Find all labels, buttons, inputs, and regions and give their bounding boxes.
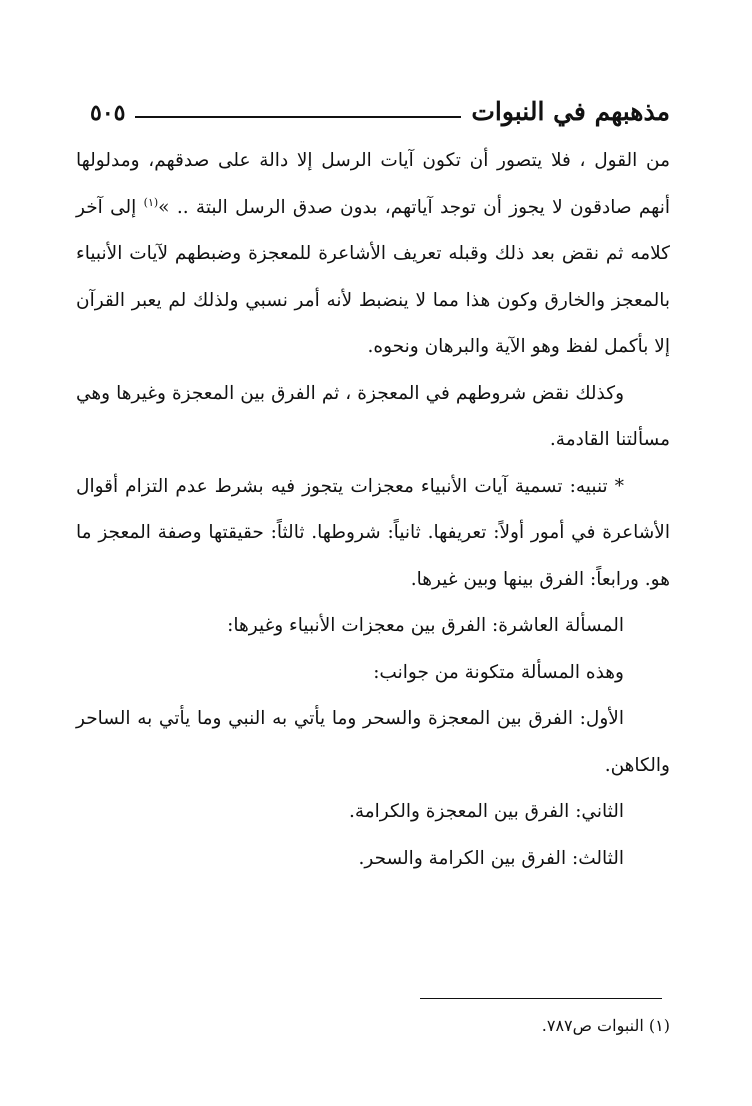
body-text [76, 138, 670, 882]
paragraph-1-continuation: إلى آخر كلامه ثم نقض بعد ذلك وقبله تعريف الأشاعرة للمعجزة وضبطهم لآيات الأنبياء بالمعجز والخارق وكون هذا مما لا ينضبط لأنه أمر نسبي ولذلك لم يعبر القرآن إلا بأكمل لفظ وهو الآية والبرهان ونحوه. [76, 196, 670, 357]
header-title: مذهبهم في النبوات [471, 97, 670, 126]
paragraph-2: وكذلك نقض شروطهم في المعجزة ، ثم الفرق بين المعجزة وغيرها وهي مسألتنا القادمة. [76, 382, 670, 450]
header-rule [135, 116, 461, 118]
note-paragraph: * تنبيه: تسمية آيات الأنبياء معجزات يتجوز فيه بشرط عدم التزام أقوال الأشاعرة في أمور أولاً: تعريفها. ثانياً: شروطها. ثالثاً: حقيقتها وصفة المعجز ما هو. ورابعاً: الفرق بينها وبين غيرها. [76, 475, 670, 590]
running-header [90, 84, 670, 124]
footnote-marker: (١) [648, 1016, 670, 1035]
footnote [542, 1016, 670, 1035]
footnote-separator [420, 998, 662, 999]
section-intro: وهذه المسألة متكونة من جوانب: [373, 661, 624, 683]
page-number: ٥٠٥ [90, 100, 126, 126]
paragraph-1-text: من القول ، فلا يتصور أن تكون آيات الرسل إلا دالة على صدقهم، ومدلولها أنهم صادقون لا يجوز أن توجد آياتهم، بدون صدق الرسل البتة .. » [76, 150, 670, 218]
list-item-first: الأول: الفرق بين المعجزة والسحر وما يأتي به النبي وما يأتي به الساحر والكاهن. [76, 708, 670, 776]
footnote-text: النبوات ص٧٨٧. [541, 1016, 644, 1035]
list-item-third: الثالث: الفرق بين الكرامة والسحر. [358, 847, 624, 869]
list-item-second: الثاني: الفرق بين المعجزة والكرامة. [348, 801, 624, 822]
footnote-reference[interactable]: (١) [143, 195, 159, 209]
paragraph-1 [76, 138, 670, 371]
section-heading: المسألة العاشرة: الفرق بين معجزات الأنبياء وغيرها: [227, 615, 624, 636]
